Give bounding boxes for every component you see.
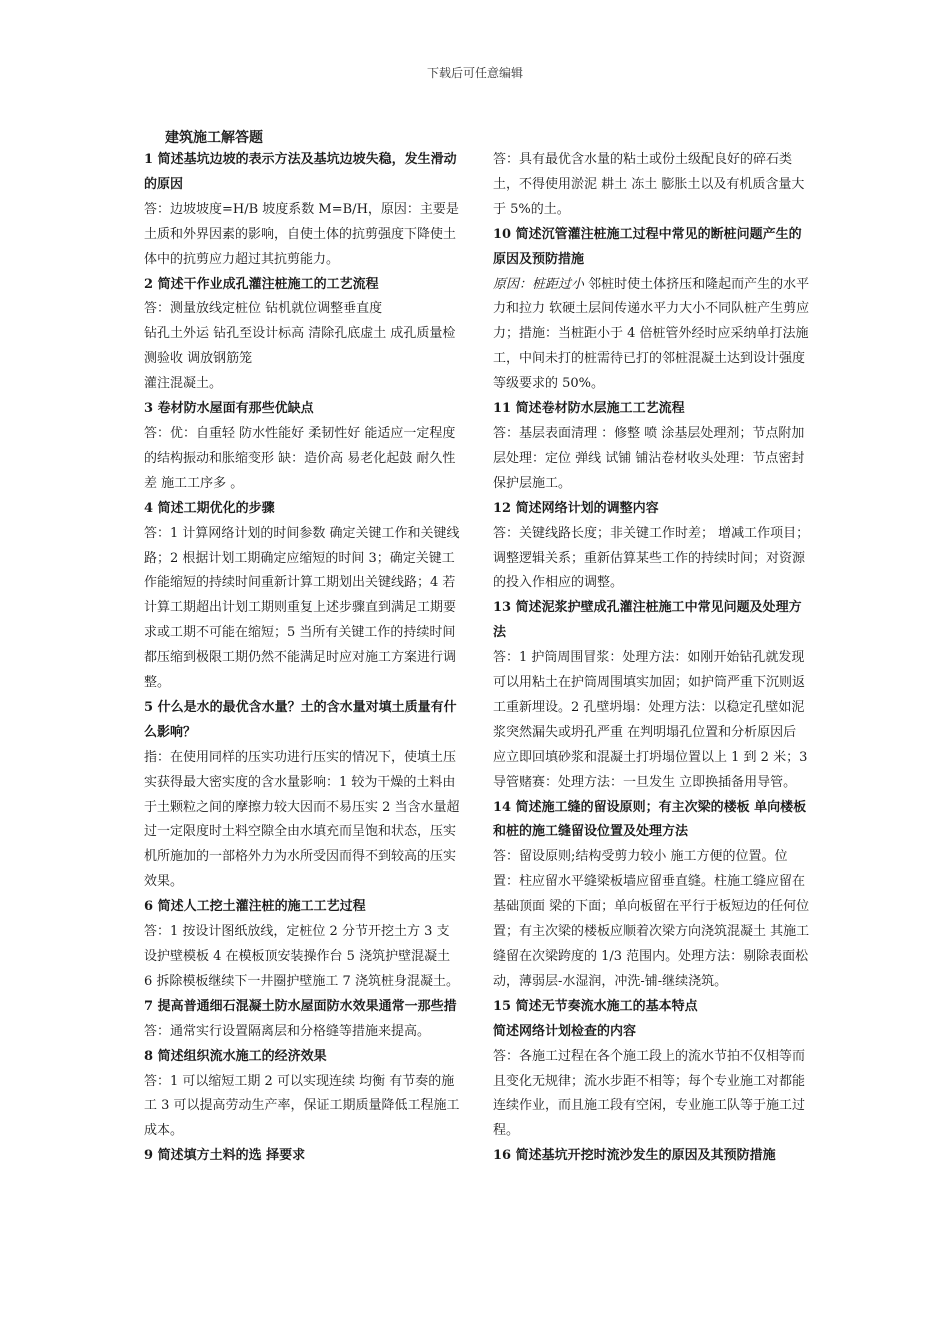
answer-text: 答：各施工过程在各个施工段上的流水节拍不仅相等而且变化无规律；流水步距不相等；每个专业施工对都能连续作业，而且施工段有空闲，专业施工队等于施工过程。: [493, 1048, 806, 1139]
answer-text: 答：留设原则;结构受剪力较小 施工方便的位置。位置：柱应留水平缝梁板墙应留垂直缝。柱施工缝应留在基础顶面 梁的下面；单向板留在平行于板短边的任何位置；有主次梁的楼板应顺着次梁方向浇筑混凝土 其施工缝留在次梁跨度的 1/3 范围内。处理方法：剔除表面松动，薄弱层-水湿润，冲洗-铺-继续浇筑。: [493, 849, 810, 989]
question-heading: 7 提高普通细石混凝土防水屋面防水效果通常一那些措: [144, 998, 457, 1014]
question-heading: 11 简述卷材防水层施工工艺流程: [493, 401, 685, 417]
question-heading: 1 简述基坑边坡的表示方法及基坑边坡失稳，发生滑动的原因: [144, 152, 457, 192]
answer-text: 答：1 按设计图纸放线，定桩位 2 分节开挖土方 3 支设护壁模板 4 在模板顶安装操作台 5 浇筑护壁混凝土 6 拆除模板继续下一井圈护壁施工 7 浇筑桩身混凝土。: [144, 924, 459, 989]
answer-text: 答：1 护筒周围冒浆：处理方法：如刚开始钻孔就发现 可以用粘土在护筒周围填实加固；如护筒严重下沉则返工重新埋设。2 孔壁坍塌：处理方法：以稳定孔壁如泥浆突然漏失或坍孔严重 在判明塌孔位置和分析原因后 应立即回填砂浆和混凝土打坍塌位置以上 1 到 2 米；3 导管赌赛：处理方法：一旦发生 立即换插备用导管。: [493, 650, 808, 790]
question-heading: 10 简述沉管灌注桩施工过程中常见的断桩问题产生的原因及预防措施: [493, 226, 802, 267]
document-title: 建筑施工解答题: [165, 130, 263, 146]
answer-text: [493, 273, 811, 398]
answer-text: 答：关键线路长度；非关键工作时差； 增减工作项目；调整逻辑关系；重新估算某些工作的持续时间；对资源的投入作相应的调整。: [493, 525, 810, 591]
answer-text: 答：1 可以缩短工期 2 可以实现连续 均衡 有节奏的施工 3 可以提高劳动生产率，保证工期质量降低工程施工成本。: [144, 1073, 460, 1139]
right-column: [493, 148, 811, 1169]
answer-text: 灌注混凝土。: [144, 376, 223, 392]
answer-text: 答：具有最优含水量的粘土或份土级配良好的碎石类土，不得使用淤泥 耕土 冻土 膨胀土以及有机质含量大于 5%的土。: [493, 152, 805, 217]
answer-text: 答：通常实行设置隔离层和分格缝等措施来提高。: [144, 1023, 431, 1039]
answer-text: 答：1 计算网络计划的时间参数 确定关键工作和关键线路；2 根据计划工期确定应缩短的时间 3；确定关键工作能缩短的持续时间重新计算工期划出关键线路；4 若计算工期超出计划工期则重复上述步骤直到满足工期要求或工期不可能在缩短；5 当所有关键工作的持续时间都压缩到极限工期仍然不能满足时应对施工方案进行调整。: [144, 525, 460, 691]
left-column: [144, 148, 462, 1169]
question-heading: 4 简述工期优化的步骤: [144, 500, 275, 516]
answer-text: 答：基层表面清理 ：修整 喷 涂基层处理剂；节点附加层处理：定位 弹线 试铺 铺沾卷材收头处理：节点密封 保护层施工。: [493, 425, 805, 491]
question-heading: 简述网络计划检查的内容: [493, 1023, 637, 1039]
answer-text: 答：优：自重轻 防水性能好 柔韧性好 能适应一定程度的结构振动和胀缩变形 缺：造价高 易老化起鼓 耐久性差 施工工序多 。: [144, 425, 456, 491]
question-heading: 15 简述无节奏流水施工的基本特点: [493, 998, 698, 1014]
answer-italic-lead: 原因：桩距过小: [493, 276, 585, 292]
page-header-note: 下载后可任意编辑: [426, 66, 523, 80]
question-heading: 8 简述组织流水施工的经济效果: [144, 1048, 327, 1064]
answer-text: 答：边坡坡度=H/B 坡度系数 M=B/H，原因：主要是土质和外界因素的影响，自使土体的抗剪强度下降使土体中的抗剪应力超过其抗剪能力。: [144, 201, 459, 267]
answer-text: 答：测量放线定桩位 钻机就位调整垂直度: [144, 301, 383, 317]
question-heading: 16 简述基坑开挖时流沙发生的原因及其预防措施: [493, 1148, 776, 1164]
question-heading: 9 简述填方土料的选 择要求: [144, 1148, 306, 1164]
question-heading: 2 简述干作业成孔灌注桩施工的工艺流程: [144, 276, 379, 292]
answer-body: 邻桩时使土体挤压和隆起而产生的水平力和拉力 软硬土层间传递水平力大小不同队桩产生剪应力；措施：当桩距小于 4 倍桩管外经时应采纳单打法施工，中间未打的桩需待已打的邻桩混凝土达到设计强度等级要求的 50%。: [493, 276, 810, 392]
answer-text: 钻孔土外运 钻孔至设计标高 清除孔底虚土 成孔质量检测验收 调放钢筋笼: [144, 326, 456, 367]
question-heading: 5 什么是水的最优含水量？土的含水量对填土质量有什么影响？: [144, 699, 457, 740]
question-heading: 13 简述泥浆护壁成孔灌注桩施工中常见问题及处理方法: [493, 600, 802, 641]
answer-text: 指：在使用同样的压实功进行压实的情况下，使填土压实获得最大密实度的含水量影响：1 较为干燥的土料由于土颗粒之间的摩擦力较大因而不易压实 2 当含水量超过一定限度时土料空隙全由水填充而呈饱和状态，压实机所施加的一部格外力为水所受因而得不到较高的压实效果。: [144, 749, 460, 890]
question-heading: 6 简述人工挖土灌注桩的施工工艺过程: [144, 899, 366, 915]
question-heading: 3 卷材防水屋面有那些优缺点: [144, 401, 314, 417]
question-heading: 12 简述网络计划的调整内容: [493, 500, 659, 516]
question-heading: 14 简述施工缝的留设原则；有主次梁的楼板 单向楼板和桩的施工缝留设位置及处理方法: [493, 799, 807, 840]
